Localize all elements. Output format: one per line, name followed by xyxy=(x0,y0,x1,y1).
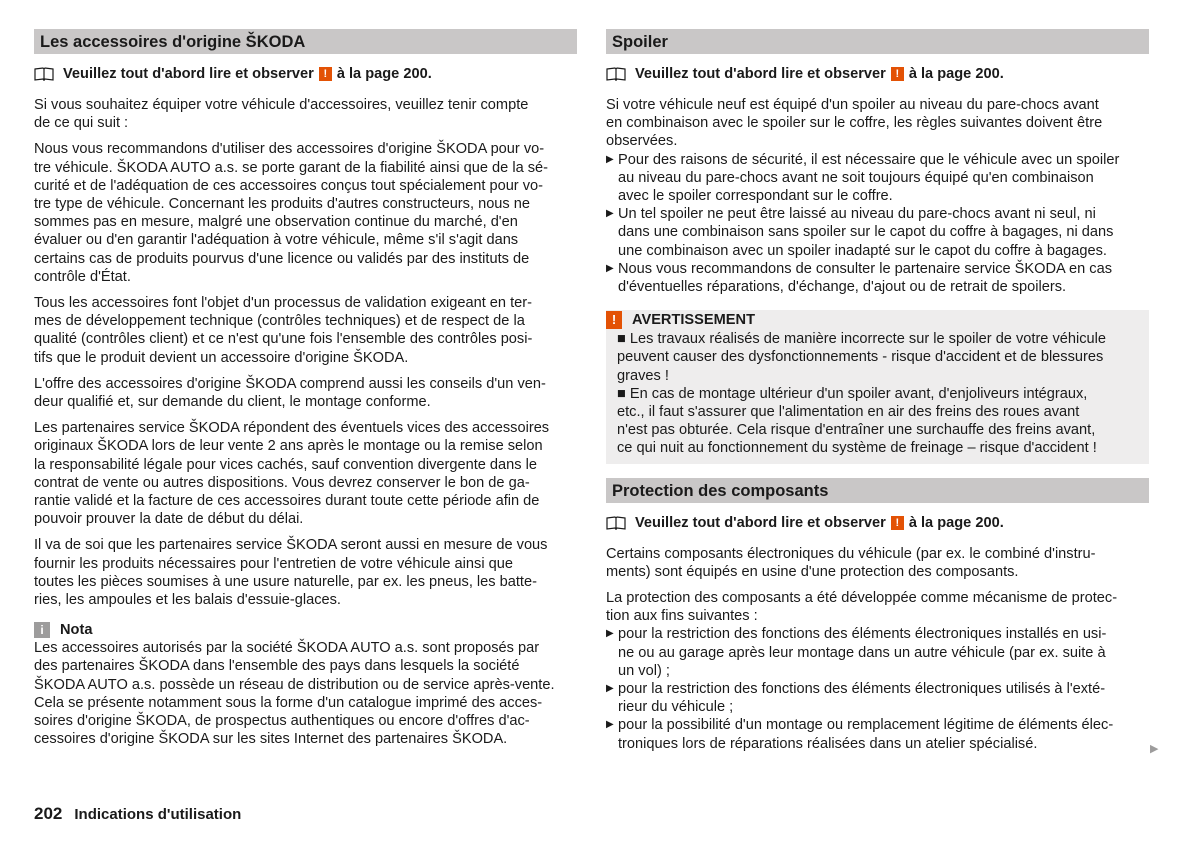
warning-icon: ! xyxy=(891,67,904,81)
read-first-text: Veuillez tout d'abord lire et observer xyxy=(63,65,314,82)
section-heading-protection: Protection des composants xyxy=(606,478,1149,503)
spoiler-intro xyxy=(606,96,1149,151)
book-icon xyxy=(606,67,626,81)
list-item xyxy=(606,716,1149,752)
text-line: Un tel spoiler ne peut être laissé au niveau du pare-chocs avant ni seul, ni xyxy=(618,206,1096,223)
list-item xyxy=(606,625,1149,680)
paragraph xyxy=(34,419,577,528)
text-line: rantie validé et la facture de ces accessoires durant toute cette période afin de xyxy=(34,493,540,510)
note-body xyxy=(34,639,577,748)
warning-icon: ! xyxy=(891,516,904,530)
text-line: qualité (contrôles client) et ce n'est qu'une fois l'ensemble des contrôles posi- xyxy=(34,331,533,348)
section-heading-spoiler: Spoiler xyxy=(606,29,1149,54)
text-line: pour la restriction des fonctions des éléments électroniques installés en usi- xyxy=(618,626,1107,643)
left-paragraphs xyxy=(34,96,577,609)
section-heading-accessories: Les accessoires d'origine ŠKODA xyxy=(34,29,577,54)
left-column xyxy=(34,29,577,749)
text-line: etc., il faut s'assurer que l'alimentation en air des freins des roues avant xyxy=(617,404,1080,421)
note-header xyxy=(34,621,577,639)
text-line: Si votre véhicule neuf est équipé d'un spoiler au niveau du pare-chocs avant xyxy=(606,97,1099,113)
text-line: Les accessoires autorisés par la société ŠKODA AUTO a.s. sont proposés par xyxy=(34,640,540,657)
text-line: pouvoir prouver la date de début du délai. xyxy=(34,511,304,528)
text-line: dans une combinaison sans spoiler sur le capot du coffre à bagages, ni dans xyxy=(618,224,1114,241)
text-line: deur qualifié et, sur demande du client, le montage conforme. xyxy=(34,394,431,411)
text-line: peuvent causer des dysfonctionnements - risque d'accident et de blessures xyxy=(617,349,1104,366)
text-line: fournir les produits nécessaires pour l'entretien de votre véhicule ainsi que xyxy=(34,555,513,572)
protection-paragraphs xyxy=(606,545,1149,626)
warning-body xyxy=(606,330,1139,457)
bullet-arrow-icon: ▶ xyxy=(606,683,614,695)
continue-arrow-icon: ▶ xyxy=(1150,743,1159,755)
text-line: Nous vous recommandons de consulter le partenaire service ŠKODA en cas xyxy=(618,260,1112,277)
paragraph xyxy=(34,294,577,367)
footer-title: Indications d'utilisation xyxy=(74,806,242,823)
text-line: L'offre des accessoires d'origine ŠKODA comprend aussi les conseils d'un ven- xyxy=(34,375,546,392)
right-column xyxy=(606,29,1149,753)
text-line: d'éventuelles réparations, d'échange, d'ajout ou de retrait de spoilers. xyxy=(618,279,1067,296)
text-line: Il va de soi que les partenaires service ŠKODA seront aussi en mesure de vous xyxy=(34,537,548,554)
text-line: Tous les accessoires font l'objet d'un processus de validation exigeant en ter- xyxy=(34,295,532,312)
paragraph xyxy=(34,140,577,286)
note-title: Nota xyxy=(60,622,93,639)
warning-icon: ! xyxy=(319,67,332,81)
read-first-text: Veuillez tout d'abord lire et observer xyxy=(635,65,886,82)
text-line: sommes pas en mesure, malgré une observation continue du marché, d'en xyxy=(34,214,518,231)
text-line: ■ En cas de montage ultérieur d'un spoiler avant, d'enjoliveurs intégraux, xyxy=(617,385,1088,402)
bullet-arrow-icon: ▶ xyxy=(606,628,614,640)
text-line: ments) sont équipés en usine d'une protection des composants. xyxy=(606,563,1019,580)
text-line: tre type de véhicule. Concernant les produits d'autres constructeurs, nous ne xyxy=(34,196,531,213)
book-icon xyxy=(606,516,626,530)
warning-item xyxy=(617,385,1139,458)
text-line: contrat de vente ou autres dispositions. Vous devrez conserver le bon de ga- xyxy=(34,474,530,491)
bullet-arrow-icon: ▶ xyxy=(606,719,614,731)
text-line: toutes les pièces soumises à une usure naturelle, par ex. les pneus, les batte- xyxy=(34,573,537,590)
text-line: Cela se présente notamment sous la forme d'un catalogue imprimé des acces- xyxy=(34,694,543,711)
paragraph xyxy=(34,375,577,411)
text-line: Si vous souhaitez équiper votre véhicule d'accessoires, veuillez tenir compte xyxy=(34,97,529,113)
text-line: ■ Les travaux réalisés de manière incorrecte sur le spoiler de votre véhicule xyxy=(617,331,1107,348)
text-line: Certains composants électroniques du véhicule (par ex. le combiné d'instru- xyxy=(606,545,1096,562)
text-line: Les partenaires service ŠKODA répondent des éventuels vices des accessoires xyxy=(34,420,550,437)
bullet-arrow-icon: ▶ xyxy=(606,208,614,220)
read-first-text: Veuillez tout d'abord lire et observer xyxy=(635,514,886,531)
page-reference[interactable]: à la page 200. xyxy=(908,65,1004,82)
page-number: 202 xyxy=(34,804,63,823)
list-item xyxy=(606,260,1149,296)
protection-bullets xyxy=(606,625,1149,752)
text-line: troniques lors de réparations réalisées dans un atelier spécialisé. xyxy=(618,735,1038,752)
text-line: la responsabilité légale pour vices cachés, sauf convention divergente dans le xyxy=(34,456,537,473)
text-line: ce qui nuit au fonctionnement du système de freinage – risque d'accident ! xyxy=(617,440,1097,457)
text-line: originaux ŠKODA lors de leur vente 2 ans après le montage ou la remise selon xyxy=(34,438,543,455)
warning-title: AVERTISSEMENT xyxy=(632,312,755,329)
text-line: une combinaison avec un spoiler inadapté sur le capot du coffre à bagages. xyxy=(618,242,1107,259)
paragraph xyxy=(606,589,1149,625)
warning-icon: ! xyxy=(606,311,622,329)
text-line: rieur du véhicule ; xyxy=(618,699,734,716)
book-icon xyxy=(34,67,54,81)
text-line: tion aux fins suivantes : xyxy=(606,608,758,625)
text-line: des partenaires ŠKODA dans l'ensemble des pays dans lesquels la société xyxy=(34,658,520,675)
text-line: évaluer ou d'en garantir l'adéquation à votre véhicule, même s'il s'agit dans xyxy=(34,232,519,249)
text-line: en combinaison avec le spoiler sur le coffre, les règles suivantes doivent être xyxy=(606,115,1103,132)
text-line: curité et de l'adéquation de ces accessoires conçus tout spécialement pour vo- xyxy=(34,177,543,194)
info-icon: i xyxy=(34,622,50,638)
text-line: un vol) ; xyxy=(618,662,670,679)
bullet-arrow-icon: ▶ xyxy=(606,262,614,274)
page-reference[interactable]: à la page 200. xyxy=(336,65,432,82)
text-line: avec le spoiler correspondant sur le coffre. xyxy=(618,188,893,205)
bullet-arrow-icon: ▶ xyxy=(606,153,614,165)
text-line: n'est pas obturée. Cela risque d'entraîner une surchauffe des freins avant, xyxy=(617,422,1096,439)
spoiler-bullets xyxy=(606,151,1149,297)
text-line: de ce qui suit : xyxy=(34,115,129,132)
page-reference[interactable]: à la page 200. xyxy=(908,514,1004,531)
text-line: tre véhicule. ŠKODA AUTO a.s. se porte garant de la fiabilité ainsi que de la sé- xyxy=(34,159,549,176)
read-first-line xyxy=(34,65,577,83)
text-line: ries, les ampoules et les balais d'essuie-glaces. xyxy=(34,592,341,609)
text-line: soires d'origine ŠKODA, de prospectus authentiques ou encore d'offres d'ac- xyxy=(34,713,530,730)
text-line: contrôle d'État. xyxy=(34,268,131,285)
paragraph xyxy=(34,96,577,132)
text-line: Pour des raisons de sécurité, il est nécessaire que le véhicule avec un spoiler xyxy=(618,151,1120,168)
text-line: pour la restriction des fonctions des éléments électroniques utilisés à l'exté- xyxy=(618,681,1106,698)
text-line: certains cas de produits pourvus d'une licence ou validés par des instituts de xyxy=(34,250,530,267)
page-footer xyxy=(34,805,241,824)
text-line: tifs que le produit devient un accessoire d'origine ŠKODA. xyxy=(34,349,409,366)
text-line: ŠKODA AUTO a.s. possède un réseau de distribution ou de service après-vente. xyxy=(34,676,555,693)
paragraph xyxy=(606,545,1149,581)
list-item xyxy=(606,151,1149,206)
text-line: graves ! xyxy=(617,367,669,384)
text-line: ne ou au garage après leur montage dans un autre véhicule (par ex. suite à xyxy=(618,644,1106,661)
text-line: La protection des composants a été développée comme mécanisme de protec- xyxy=(606,590,1118,607)
text-line: Nous vous recommandons d'utiliser des accessoires d'origine ŠKODA pour vo- xyxy=(34,141,545,158)
read-first-line xyxy=(606,514,1149,532)
text-line: cessoires d'origine ŠKODA sur les sites Internet des partenaires ŠKODA. xyxy=(34,731,508,748)
warning-box xyxy=(606,310,1149,463)
text-line: observées. xyxy=(606,133,678,150)
text-line: au niveau du pare-chocs avant ne soit toujours équipé qu'en combinaison xyxy=(618,169,1094,186)
warning-header xyxy=(606,310,1139,330)
paragraph xyxy=(34,536,577,609)
list-item xyxy=(606,680,1149,716)
text-line: pour la possibilité d'un montage ou remplacement légitime de éléments élec- xyxy=(618,717,1114,734)
text-line: mes de développement technique (contrôles techniques) et de respect de la xyxy=(34,313,525,330)
warning-item xyxy=(617,330,1139,385)
list-item xyxy=(606,205,1149,260)
read-first-line xyxy=(606,65,1149,83)
